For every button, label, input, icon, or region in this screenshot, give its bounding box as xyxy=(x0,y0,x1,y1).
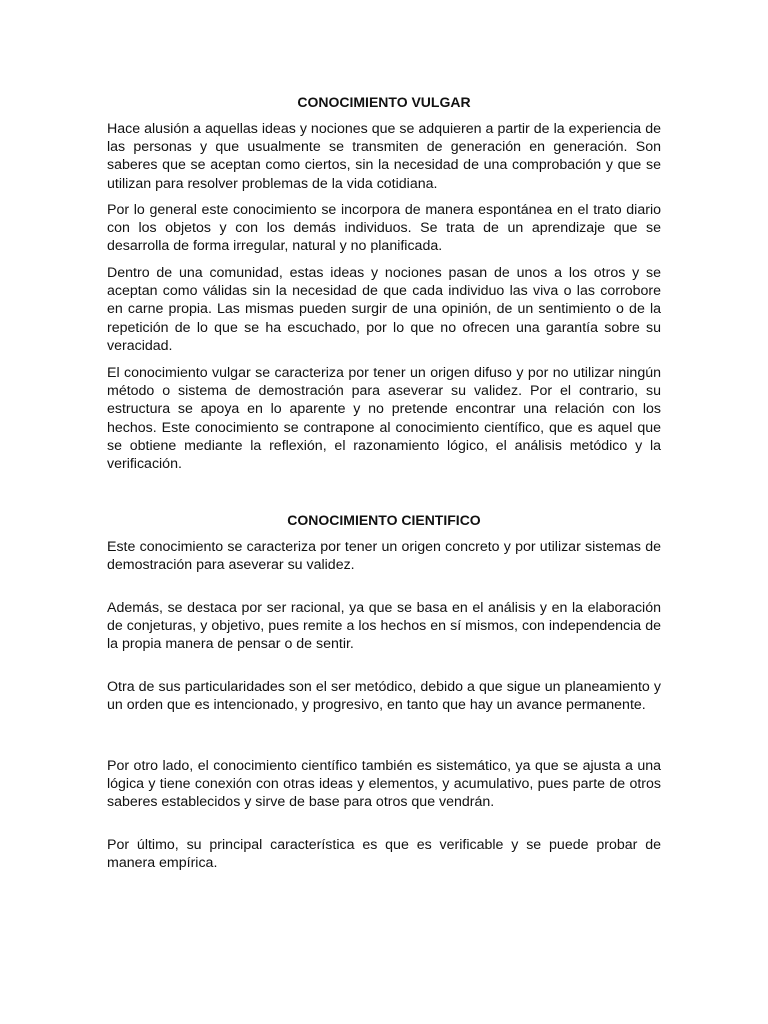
paragraph: Por lo general este conocimiento se incorpora de manera espontánea en el trato diario con los objetos y con los demás individuos. Se trata de un aprendizaje que se desarrolla de forma irregular, natural y no planificada. xyxy=(107,202,661,255)
paragraph: Hace alusión a aquellas ideas y nociones que se adquieren a partir de la experiencia de las personas y que usualmente se transmiten de generación en generación. Son saberes que se aceptan como ciertos, sin la necesidad de una comprobación y que se utilizan para resolver problemas de la vida cotidiana. xyxy=(107,121,661,192)
section-heading-cientifico: CONOCIMIENTO CIENTIFICO xyxy=(287,512,481,528)
paragraph: Además, se destaca por ser racional, ya que se basa en el análisis y en la elaboración de conjeturas, y objetivo, pues remite a los hechos en sí mismos, con independencia de la propia manera de pensar o de sentir. xyxy=(107,600,661,653)
section-heading-vulgar: CONOCIMIENTO VULGAR xyxy=(297,94,471,110)
paragraph: Por último, su principal característica es que es verificable y se puede probar de manera empírica. xyxy=(107,837,661,872)
paragraph: Este conocimiento se caracteriza por tener un origen concreto y por utilizar sistemas de demostración para aseverar su validez. xyxy=(107,539,661,574)
paragraph: Por otro lado, el conocimiento científico también es sistemático, ya que se ajusta a una lógica y tiene conexión con otras ideas y elementos, y acumulativo, pues parte de otros saberes establecidos y sirve de base para otros que vendrán. xyxy=(107,758,661,811)
paragraph: El conocimiento vulgar se caracteriza por tener un origen difuso y por no utilizar ningún método o sistema de demostración para aseverar su validez. Por el contrario, su estructura se apoya en lo aparente y no pretende encontrar una relación con los hechos. Este conocimiento se contrapone al conocimiento científico, que es aquel que se obtiene mediante la reflexión, el razonamiento lógico, el análisis metódico y la verificación. xyxy=(107,365,661,473)
paragraph: Otra de sus particularidades son el ser metódico, debido a que sigue un planeamiento y un orden que es intencionado, y progresivo, en tanto que hay un avance permanente. xyxy=(107,679,661,714)
paragraph: Dentro de una comunidad, estas ideas y nociones pasan de unos a los otros y se aceptan como válidas sin la necesidad de que cada individuo las viva o las corrobore en carne propia. Las mismas pueden surgir de una opinión, de un sentimiento o de la repetición de lo que se ha escuchado, por lo que no ofrecen una garantía sobre su veracidad. xyxy=(107,265,661,354)
